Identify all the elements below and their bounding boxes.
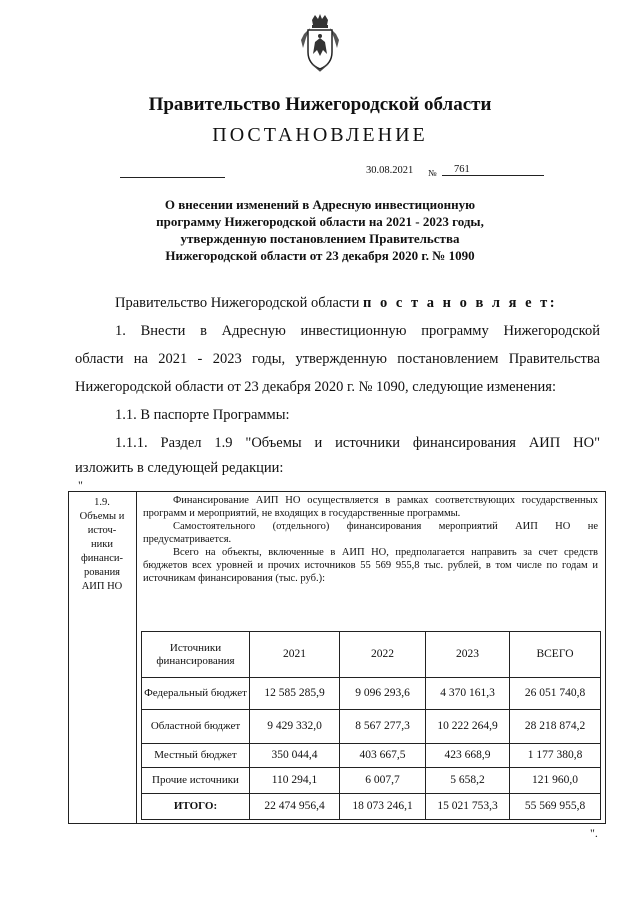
intro-resolves: п о с т а н о в л я е т: bbox=[363, 295, 558, 311]
section-divider bbox=[136, 491, 137, 824]
total-value-cell: 18 073 246,1 bbox=[340, 794, 426, 820]
heading-line: программу Нижегородской области на 2021 - 2023 годы, bbox=[156, 214, 484, 229]
paragraph-2: 1.1. В паспорте Программы: bbox=[115, 407, 290, 423]
paragraph-1-line-2: области на 2021 - 2023 годы, утвержденную постановлением Правительства bbox=[75, 351, 600, 367]
value-cell: 403 667,5 bbox=[340, 744, 426, 768]
value-cell: 423 668,9 bbox=[426, 744, 510, 768]
section-description bbox=[143, 494, 598, 585]
opening-quote: " bbox=[78, 478, 83, 492]
value-cell: 9 429 332,0 bbox=[250, 710, 340, 744]
value-cell: 350 044,4 bbox=[250, 744, 340, 768]
column-header: ВСЕГО bbox=[510, 632, 601, 678]
paragraph-1-line-1: 1. Внести в Адресную инвестиционную программу Нижегородской bbox=[115, 323, 600, 339]
section-label-line: АИП НО bbox=[81, 581, 123, 592]
heading-line: Нижегородской области от 23 декабря 2020 г. № 1090 bbox=[165, 248, 475, 263]
number-label: № bbox=[428, 168, 437, 178]
value-cell: 8 567 277,3 bbox=[340, 710, 426, 744]
section-label-line: Объемы и bbox=[79, 511, 125, 522]
source-cell: Федеральный бюджет bbox=[142, 678, 250, 710]
value-cell: 9 096 293,6 bbox=[340, 678, 426, 710]
value-cell: 26 051 740,8 bbox=[510, 678, 601, 710]
source-cell: Прочие источники bbox=[142, 768, 250, 794]
source-cell: Областной бюджет bbox=[142, 710, 250, 744]
column-header: 2023 bbox=[426, 632, 510, 678]
value-cell: 5 658,2 bbox=[426, 768, 510, 794]
total-value-cell: 15 021 753,3 bbox=[426, 794, 510, 820]
table-row bbox=[142, 768, 601, 794]
closing-quote: ". bbox=[590, 826, 598, 840]
section-label-line: финанси- bbox=[80, 553, 124, 564]
date-blank-line bbox=[120, 177, 225, 178]
table-row bbox=[142, 744, 601, 768]
total-value-cell: 22 474 956,4 bbox=[250, 794, 340, 820]
value-cell: 110 294,1 bbox=[250, 768, 340, 794]
value-cell: 1 177 380,8 bbox=[510, 744, 601, 768]
heading-line: О внесении изменений в Адресную инвестиционную bbox=[164, 197, 476, 212]
document-date: 30.08.2021 bbox=[366, 165, 414, 176]
document-type: ПОСТАНОВЛЕНИЕ bbox=[212, 124, 428, 146]
table-total-row bbox=[142, 794, 601, 820]
column-header: Источники финансирования bbox=[142, 632, 250, 678]
section-text: Финансирование АИП НО осуществляется в рамках соответствующих государственных программ и мероприятий, не входящих в государственные программы. bbox=[143, 495, 598, 519]
section-label-line: рования bbox=[83, 567, 121, 578]
intro-paragraph bbox=[75, 289, 600, 317]
paragraph-3-line-2: изложить в следующей редакции: bbox=[75, 460, 284, 476]
section-label bbox=[70, 496, 134, 594]
value-cell: 4 370 161,3 bbox=[426, 678, 510, 710]
source-cell: Местный бюджет bbox=[142, 744, 250, 768]
document-number: 761 bbox=[442, 164, 544, 176]
column-header: 2022 bbox=[340, 632, 426, 678]
section-label-line: ники bbox=[91, 539, 113, 550]
value-cell: 28 218 874,2 bbox=[510, 710, 601, 744]
column-header: 2021 bbox=[250, 632, 340, 678]
table-row bbox=[142, 710, 601, 744]
table-row bbox=[142, 678, 601, 710]
section-label-line: источ- bbox=[87, 525, 117, 536]
section-text: Всего на объекты, включенные в АИП НО, предполагается направить за счет средств бюджетов всех уровней и прочих источников 55 569 955,8 тыс. рублей, в том числе по годам и источникам финансирования (тыс. руб.): bbox=[143, 547, 598, 584]
value-cell: 10 222 264,9 bbox=[426, 710, 510, 744]
paragraph-1-line-3: Нижегородской области от 23 декабря 2020 г. № 1090, следующие изменения: bbox=[75, 379, 556, 395]
total-label-cell: ИТОГО: bbox=[142, 794, 250, 820]
value-cell: 6 007,7 bbox=[340, 768, 426, 794]
intro-prefix: Правительство Нижегородской области bbox=[115, 295, 360, 311]
document-heading bbox=[120, 196, 520, 264]
section-text: Самостоятельного (отдельного) финансирования мероприятий АИП НО не предусматривается. bbox=[143, 521, 598, 545]
value-cell: 121 960,0 bbox=[510, 768, 601, 794]
paragraph-3-line-1: 1.1.1. Раздел 1.9 "Объемы и источники финансирования АИП НО" bbox=[115, 435, 600, 451]
org-title: Правительство Нижегородской области bbox=[148, 94, 492, 115]
heading-line: утвержденную постановлением Правительства bbox=[180, 231, 460, 246]
financing-table bbox=[141, 631, 601, 820]
total-value-cell: 55 569 955,8 bbox=[510, 794, 601, 820]
coat-of-arms-icon bbox=[300, 14, 340, 72]
value-cell: 12 585 285,9 bbox=[250, 678, 340, 710]
section-number: 1.9. bbox=[94, 497, 110, 508]
table-header-row bbox=[142, 632, 601, 678]
